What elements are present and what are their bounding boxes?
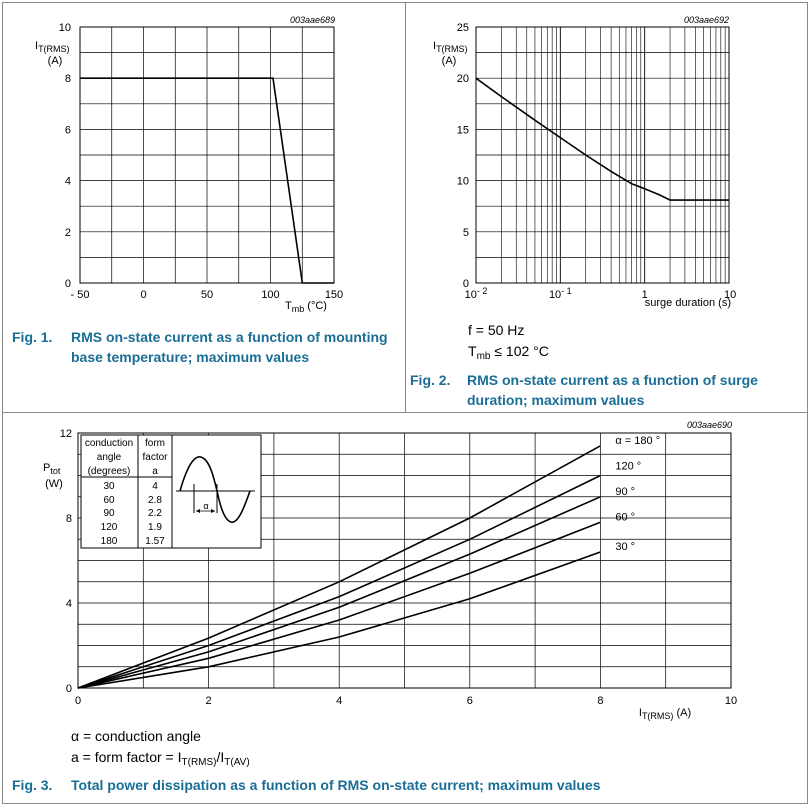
table-cell-angle: 90 bbox=[103, 508, 115, 519]
fig1-caption-line: RMS on-state current as a function of mounting bbox=[71, 329, 388, 345]
table-header-factor: factor bbox=[142, 452, 168, 463]
table-header-angle: angle bbox=[96, 452, 122, 463]
fig2-y-tick-label: 15 bbox=[456, 124, 469, 137]
fig3-x-tick-label: 6 bbox=[466, 695, 473, 707]
fig1-caption-number: Fig. 1. bbox=[12, 329, 53, 345]
fig2-ylabel-sub: T(RMS) bbox=[436, 44, 468, 54]
table-header-factor: form bbox=[145, 438, 165, 449]
fig2-caption-line: duration; maximum values bbox=[467, 392, 645, 408]
fig3-x-tick-label: 4 bbox=[336, 695, 343, 707]
fig2-note-frequency: f = 50 Hz bbox=[468, 322, 525, 338]
fig3-x-tick-label: 2 bbox=[205, 695, 212, 707]
fig2-caption-number: Fig. 2. bbox=[410, 372, 451, 388]
fig1-y-tick-label: 2 bbox=[64, 226, 71, 239]
fig3-x-tick-label: 10 bbox=[724, 695, 738, 707]
fig2-note-temperature-sub: mb bbox=[476, 351, 491, 362]
fig2-y-tick-label: 5 bbox=[462, 226, 469, 239]
fig1-x-tick-label: 150 bbox=[324, 289, 344, 301]
fig3-note-form-sub2: T(AV) bbox=[224, 757, 250, 768]
table-header-angle: (degrees) bbox=[87, 466, 131, 477]
form-factor-table bbox=[81, 435, 261, 548]
alpha-label: α bbox=[203, 501, 209, 511]
fig3-series-label: α = 180 ° bbox=[615, 434, 661, 447]
fig2-x-tick-base: 10 bbox=[724, 289, 737, 301]
fig2-x-tick-exponent: - 2 bbox=[476, 286, 488, 296]
fig1-x-tick-label: - 50 bbox=[70, 289, 90, 301]
fig3-y-tick-label: 4 bbox=[65, 598, 72, 610]
fig1-x-tick-label: 100 bbox=[261, 289, 280, 301]
fig1-xlabel-sub: mb bbox=[291, 304, 305, 314]
fig1-y-tick-label: 6 bbox=[64, 124, 71, 137]
fig1-y-tick-label: 0 bbox=[64, 278, 71, 290]
fig3-xlabel-main: I bbox=[638, 707, 642, 719]
fig1-ylabel-sub: T(RMS) bbox=[38, 44, 70, 54]
table-cell-angle: 120 bbox=[100, 522, 118, 533]
fig3-note-form-factor bbox=[71, 747, 250, 773]
fig2-ylabel-unit: (A) bbox=[441, 55, 457, 67]
fig2-caption-line: RMS on-state current as a function of surge bbox=[467, 372, 758, 388]
fig1-ylabel-unit: (A) bbox=[47, 55, 63, 67]
fig2-y-tick-label: 25 bbox=[456, 22, 469, 34]
table-cell-factor: 2.2 bbox=[148, 508, 162, 519]
fig2-caption bbox=[410, 370, 806, 412]
fig2-code: 003aae692 bbox=[683, 15, 729, 25]
fig1-ylabel-main: I bbox=[35, 40, 39, 52]
fig2-x-tick-exponent: - 1 bbox=[561, 286, 572, 296]
fig1-y-tick-label: 4 bbox=[64, 175, 71, 188]
fig1-x-tick-label: 0 bbox=[140, 289, 147, 301]
table-cell-angle: 180 bbox=[100, 536, 118, 547]
fig2-y-tick-label: 0 bbox=[462, 278, 469, 290]
table-cell-factor: 2.8 bbox=[148, 495, 162, 506]
fig2-x-tick-base: 10 bbox=[464, 289, 477, 301]
fig1-y-tick-label: 10 bbox=[58, 22, 71, 34]
fig2-x-tick-base: 1 bbox=[641, 289, 648, 301]
table-header-factor: a bbox=[152, 466, 158, 477]
fig3-note-form-prefix: a = form factor = I bbox=[71, 749, 182, 765]
fig3-series-label: 90 ° bbox=[615, 485, 636, 498]
fig3-y-tick-label: 8 bbox=[65, 513, 72, 525]
fig3-caption-number: Fig. 3. bbox=[12, 777, 53, 793]
fig3-ylabel-unit: (W) bbox=[45, 478, 63, 490]
fig1-xlabel-main: T bbox=[285, 300, 292, 312]
fig2-y-tick-label: 20 bbox=[456, 73, 469, 86]
table-cell-factor: 4 bbox=[152, 481, 158, 492]
fig2-note-temperature-rest: ≤ 102 °C bbox=[490, 343, 549, 359]
fig3-note-form-sub1: T(RMS) bbox=[181, 757, 217, 768]
fig1-x-tick-label: 50 bbox=[200, 289, 214, 301]
fig3-xlabel-sub: T(RMS) bbox=[641, 711, 674, 721]
fig3-y-tick-label: 0 bbox=[65, 683, 72, 695]
fig2-note-temperature bbox=[468, 341, 549, 367]
fig2-ylabel-main: I bbox=[433, 40, 437, 52]
fig3-note-form-mid: /I bbox=[216, 749, 225, 765]
fig1-caption bbox=[12, 327, 402, 369]
fig2-y-tick-label: 10 bbox=[456, 175, 469, 188]
fig1-y-tick-label: 8 bbox=[64, 73, 71, 86]
table-cell-angle: 30 bbox=[103, 481, 115, 492]
fig3-y-axis-label bbox=[43, 462, 61, 476]
fig3-caption bbox=[12, 775, 802, 797]
table-cell-angle: 60 bbox=[103, 495, 115, 506]
fig2-x-tick-base: 10 bbox=[548, 289, 562, 301]
fig2-xlabel: surge duration (s) bbox=[644, 297, 731, 309]
fig2-note-temperature-main: T bbox=[468, 343, 477, 359]
table-header-angle: conduction bbox=[84, 438, 134, 449]
fig3-ylabel-sub: tot bbox=[50, 466, 61, 476]
fig3-x-tick-label: 8 bbox=[597, 695, 604, 707]
fig3-ylabel-main: P bbox=[43, 462, 51, 474]
fig3-xlabel-unit: (A) bbox=[676, 707, 692, 719]
fig3-caption-text: Total power dissipation as a function of RMS on-state current; maximum values bbox=[71, 777, 601, 793]
fig3-y-tick-label: 12 bbox=[59, 428, 72, 440]
table-cell-factor: 1.57 bbox=[145, 536, 165, 547]
fig3-x-tick-label: 0 bbox=[74, 695, 82, 707]
fig1-caption-line: base temperature; maximum values bbox=[71, 349, 310, 365]
fig3-series-label: 120 ° bbox=[615, 460, 642, 473]
table-cell-factor: 1.9 bbox=[148, 522, 162, 533]
fig1-xlabel-unit: (°C) bbox=[307, 300, 327, 312]
fig3-note-alpha: α = conduction angle bbox=[71, 728, 201, 744]
fig3-series-label: 30 ° bbox=[615, 541, 636, 553]
fig3-x-axis-label bbox=[639, 707, 691, 721]
fig3-series-label: 60 ° bbox=[615, 511, 636, 524]
fig3-code: 003aae690 bbox=[686, 420, 732, 430]
fig1-code: 003aae689 bbox=[289, 15, 335, 25]
